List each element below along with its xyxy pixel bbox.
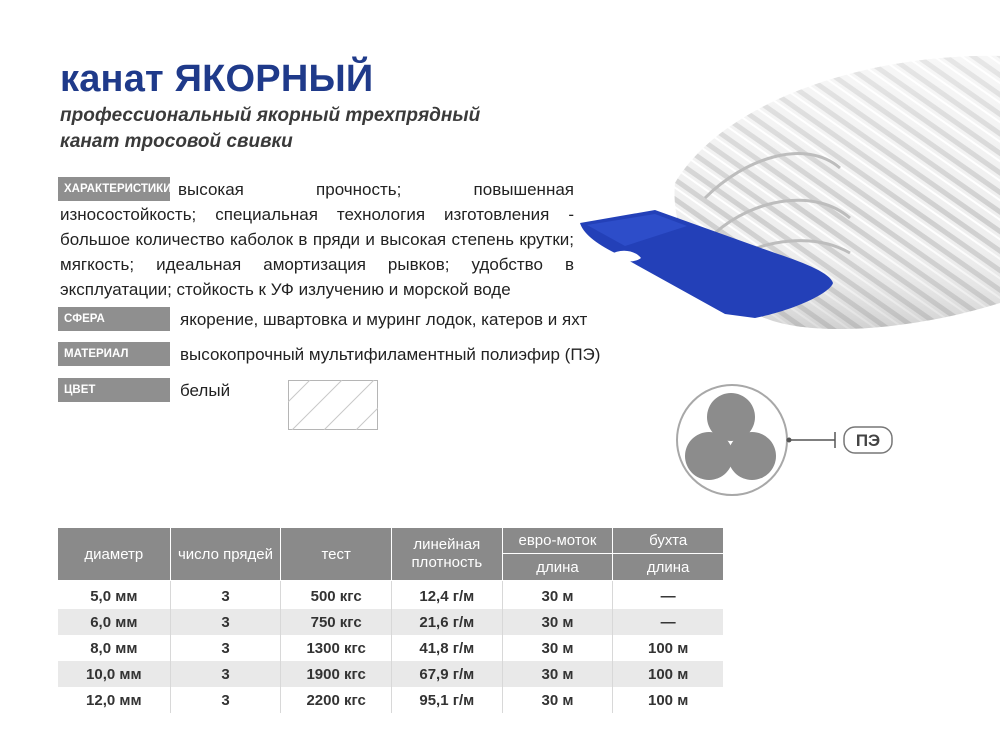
cell-euro-length: 30 м	[502, 609, 613, 635]
cell-density: 95,1 г/м	[391, 687, 502, 713]
cell-strands: 3	[170, 635, 281, 661]
cell-test: 2200 кгс	[281, 687, 392, 713]
table-row	[58, 661, 723, 687]
cell-diameter: 10,0 мм	[58, 661, 170, 687]
cell-strands: 3	[170, 687, 281, 713]
material-text: высокопрочный мультифиламентный полиэфир (ПЭ)	[180, 345, 601, 364]
cell-coil-length: 100 м	[648, 639, 689, 657]
header-euro-length: длина	[502, 554, 613, 581]
specification-table	[58, 528, 723, 713]
header-coil: бухта	[613, 528, 723, 554]
product-title: канат ЯКОРНЫЙ	[60, 58, 374, 100]
cell-strands: 3	[170, 609, 281, 635]
cell-diameter: 8,0 мм	[58, 635, 170, 661]
application-label: СФЕРА	[58, 307, 170, 331]
header-diameter: диаметр	[58, 528, 170, 581]
table-row	[58, 609, 723, 635]
characteristics-label: ХАРАКТЕРИСТИКИ	[58, 177, 170, 201]
white-color-swatch	[288, 380, 378, 430]
cell-test: 500 кгс	[281, 581, 392, 610]
cell-euro-length: 30 м	[502, 661, 613, 687]
table-row	[58, 581, 723, 610]
cell-coil-length: —	[613, 609, 723, 635]
cell-strands: 3	[170, 661, 281, 687]
cell-test: 750 кгс	[281, 609, 392, 635]
strand-cross-section-diagram	[672, 378, 902, 500]
application-text: якорение, швартовка и муринг лодок, катеров и яхт	[180, 310, 588, 329]
cell-coil-length: 100 м	[648, 691, 689, 709]
cell-diameter: 5,0 мм	[58, 581, 170, 610]
cell-density: 21,6 г/м	[391, 609, 502, 635]
product-subtitle: профессиональный якорный трехпрядный канат тросовой свивки	[60, 105, 481, 152]
header-strands: число прядей	[170, 528, 281, 581]
color-label: ЦВЕТ	[58, 378, 170, 402]
cell-euro-length: 30 м	[502, 581, 613, 610]
table-row	[58, 635, 723, 661]
cell-density: 67,9 г/м	[391, 661, 502, 687]
table-row	[58, 687, 723, 713]
header-euro-coil: евро-моток	[502, 528, 613, 554]
rope-coil-image	[575, 48, 1000, 348]
header-test: тест	[281, 528, 392, 581]
cell-density: 12,4 г/м	[391, 581, 502, 610]
cell-euro-length: 30 м	[502, 687, 613, 713]
cell-coil-length: —	[660, 587, 676, 605]
color-text: белый	[180, 381, 231, 400]
cell-test: 1300 кгс	[281, 635, 392, 661]
cell-strands: 3	[170, 581, 281, 610]
cell-test: 1900 кгс	[281, 661, 392, 687]
material-label: МАТЕРИАЛ	[58, 342, 170, 366]
header-coil-length: длина	[613, 554, 723, 581]
cell-diameter: 12,0 мм	[58, 687, 170, 713]
header-density: линейная плотность	[391, 528, 502, 581]
cell-coil-length: 100 м	[613, 661, 723, 687]
cell-density: 41,8 г/м	[391, 635, 502, 661]
cell-euro-length: 30 м	[502, 635, 613, 661]
cell-diameter: 6,0 мм	[58, 609, 170, 635]
characteristics-text: высокая прочность; повышенная износостойкость; специальная технология изготовления - большое количество каболок в пряди и высокая степень крутки; мягкость; идеальная амортизация рывков; удобство в эксплуатации; стойкость к УФ излучению и морской воде	[60, 180, 574, 299]
material-tag: ПЭ	[855, 431, 881, 450]
